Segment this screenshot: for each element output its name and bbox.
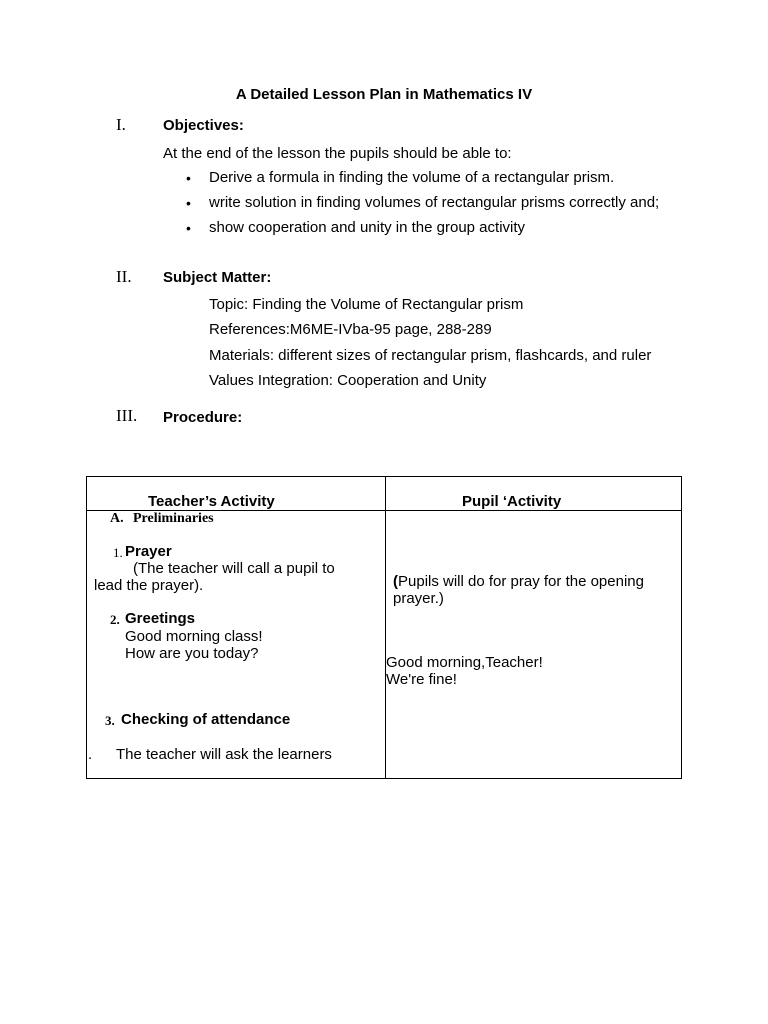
greetings-pupil-line: Good morning,Teacher! xyxy=(386,654,543,671)
objectives-intro: At the end of the lesson the pupils should be able to: xyxy=(163,145,512,162)
prayer-pupil-line: prayer.) xyxy=(393,590,444,607)
bullet-icon: • xyxy=(186,220,191,236)
greetings-heading: Greetings xyxy=(125,610,196,627)
prayer-teacher-line: lead the prayer). xyxy=(94,577,204,594)
section-numeral-subject-matter: II. xyxy=(116,267,132,286)
attendance-number: 3. xyxy=(105,713,115,728)
attendance-mark: . xyxy=(88,746,93,763)
objectives-heading: Objectives: xyxy=(163,117,244,134)
subject-matter-line: Materials: different sizes of rectangular prism, flashcards, and ruler xyxy=(209,347,652,364)
section-numeral-procedure: III. xyxy=(116,406,138,425)
greetings-teacher-line: Good morning class! xyxy=(125,628,263,645)
table-header-pupil: Pupil ‘Activity xyxy=(462,493,562,510)
objective-item: Derive a formula in finding the volume of a rectangular prism. xyxy=(209,169,615,186)
greetings-teacher-line: How are you today? xyxy=(125,645,259,662)
subject-matter-line: Values Integration: Cooperation and Unity xyxy=(209,372,487,389)
procedure-heading: Procedure: xyxy=(163,409,243,426)
objective-item: show cooperation and unity in the group activity xyxy=(209,219,526,236)
prayer-number: 1. xyxy=(113,545,123,560)
subject-matter-heading: Subject Matter: xyxy=(163,269,272,286)
attendance-heading: Checking of attendance xyxy=(121,711,291,728)
section-numeral-objectives: I. xyxy=(116,115,126,134)
table-header-teacher: Teacher’s Activity xyxy=(148,493,275,510)
table-column-divider xyxy=(385,476,386,779)
greetings-pupil-line: We're fine! xyxy=(386,671,457,688)
bullet-icon: • xyxy=(186,195,191,211)
document-title: A Detailed Lesson Plan in Mathematics IV xyxy=(235,86,533,103)
objective-item: write solution in finding volumes of rectangular prisms correctly and; xyxy=(209,194,660,211)
greetings-number: 2. xyxy=(110,612,120,627)
subject-matter-line: Topic: Finding the Volume of Rectangular prism xyxy=(209,296,524,313)
subject-matter-line: References:M6ME-IVba-95 page, 288-289 xyxy=(209,321,492,338)
preliminaries-label: A. xyxy=(110,511,124,526)
prayer-teacher-line: (The teacher will call a pupil to xyxy=(133,560,335,577)
bullet-icon: • xyxy=(186,170,191,186)
prayer-pupil-paren: ( xyxy=(393,573,398,590)
attendance-teacher-line: The teacher will ask the learners xyxy=(116,746,332,763)
prayer-heading: Prayer xyxy=(125,543,172,560)
preliminaries-heading: Preliminaries xyxy=(133,511,214,526)
prayer-pupil-line: Pupils will do for pray for the opening xyxy=(398,573,644,590)
